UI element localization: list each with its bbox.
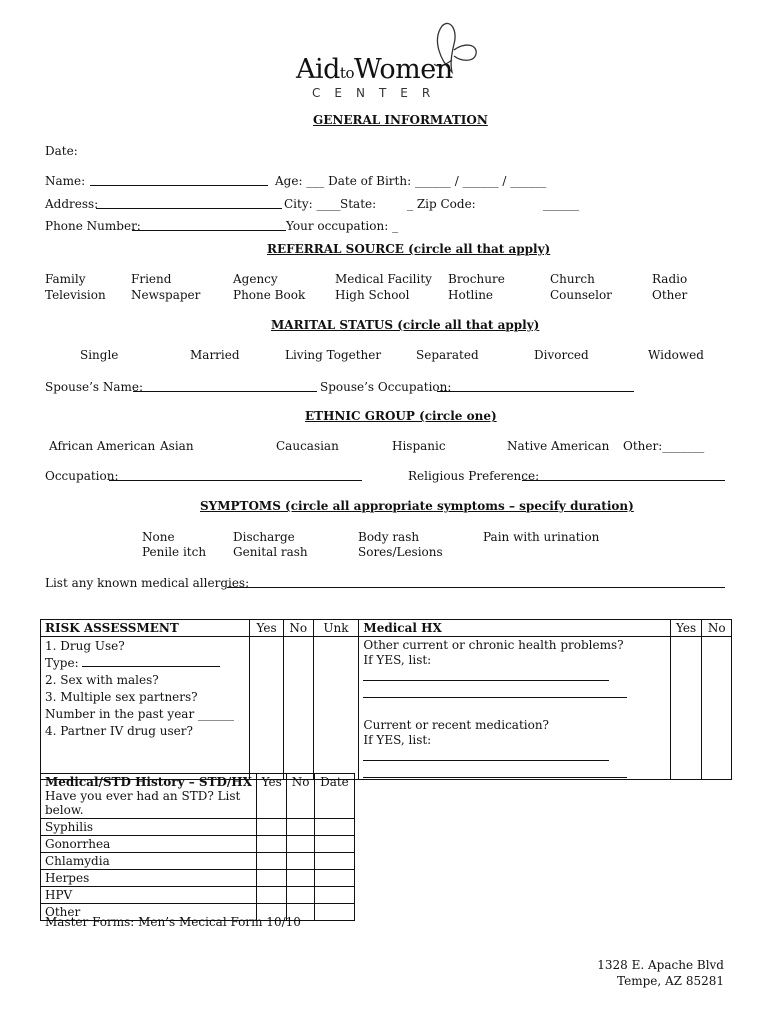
referral-option[interactable]: Church bbox=[550, 272, 595, 286]
referral-option[interactable]: Brochure bbox=[448, 272, 505, 286]
occupation2-label: Occupation: bbox=[45, 469, 119, 483]
std-date-cell[interactable] bbox=[314, 870, 354, 887]
referral-option[interactable]: Counselor bbox=[550, 288, 612, 302]
risk-q2: 2. Sex with males? bbox=[45, 673, 159, 687]
date-label: Date: bbox=[45, 144, 78, 158]
logo-text-center: CENTER bbox=[312, 86, 445, 100]
medhx-q1-line[interactable] bbox=[363, 672, 609, 681]
ethnic-option[interactable]: Other:_______ bbox=[623, 439, 705, 453]
referral-option[interactable]: Agency bbox=[233, 272, 278, 286]
occupation-label: Your occupation: _ bbox=[286, 219, 399, 233]
risk-no-header: No bbox=[283, 620, 313, 637]
general-info-heading: GENERAL INFORMATION bbox=[313, 113, 488, 127]
std-date-cell[interactable] bbox=[314, 853, 354, 870]
std-yes-cell[interactable] bbox=[256, 819, 286, 836]
std-no-cell[interactable] bbox=[287, 853, 314, 870]
medhx-q2-line[interactable] bbox=[363, 752, 609, 761]
risk-header: RISK ASSESSMENT bbox=[41, 620, 250, 637]
risk-no-cell[interactable] bbox=[283, 637, 313, 780]
std-date-cell[interactable] bbox=[314, 819, 354, 836]
risk-type-field[interactable] bbox=[82, 655, 220, 667]
symptom-option[interactable]: None bbox=[142, 530, 175, 544]
std-date-cell[interactable] bbox=[314, 904, 354, 921]
phone-field[interactable] bbox=[132, 230, 286, 231]
ethnic-heading: ETHNIC GROUP (circle one) bbox=[305, 409, 497, 423]
referral-option[interactable]: Other bbox=[652, 288, 688, 302]
referral-option[interactable]: Hotline bbox=[448, 288, 494, 302]
occupation2-field[interactable] bbox=[109, 480, 362, 481]
footer-address-line1: 1328 E. Apache Blvd bbox=[597, 958, 724, 972]
std-yes-cell[interactable] bbox=[256, 853, 286, 870]
risk-medhx-table bbox=[40, 619, 732, 780]
marital-option[interactable]: Separated bbox=[416, 348, 479, 362]
std-item: Herpes bbox=[41, 870, 257, 887]
medhx-yes-header: Yes bbox=[670, 620, 702, 637]
phone-label: Phone Number: bbox=[45, 219, 141, 233]
logo-text-to: to bbox=[339, 64, 354, 82]
symptom-option[interactable]: Discharge bbox=[233, 530, 295, 544]
std-item: Other bbox=[41, 904, 257, 921]
marital-option[interactable]: Divorced bbox=[534, 348, 589, 362]
zip-label: _ Zip Code: bbox=[407, 197, 476, 211]
spouse-occupation-field[interactable] bbox=[437, 391, 634, 392]
marital-option[interactable]: Widowed bbox=[648, 348, 704, 362]
std-item: Gonorrhea bbox=[41, 836, 257, 853]
ethnic-option[interactable]: African American bbox=[49, 439, 156, 453]
risk-partners[interactable]: Number in the past year ______ bbox=[45, 707, 235, 721]
state-label: State: bbox=[340, 197, 377, 211]
risk-unk-header: Unk bbox=[313, 620, 359, 637]
medhx-yes-cell[interactable] bbox=[670, 637, 702, 780]
std-no-cell[interactable] bbox=[287, 819, 314, 836]
age-label: Age: ___ bbox=[275, 174, 325, 188]
logo-text-aid: Aid bbox=[296, 54, 340, 85]
referral-option[interactable]: Medical Facility bbox=[335, 272, 432, 286]
std-no-cell[interactable] bbox=[287, 870, 314, 887]
religious-label: Religious Preference: bbox=[408, 469, 540, 483]
risk-q1: 1. Drug Use? bbox=[45, 639, 125, 653]
symptom-option[interactable]: Body rash bbox=[358, 530, 420, 544]
referral-option[interactable]: Family bbox=[45, 272, 86, 286]
std-no-header: No bbox=[287, 774, 314, 819]
medhx-q1: Other current or chronic health problems? bbox=[363, 638, 624, 652]
risk-yes-header: Yes bbox=[250, 620, 284, 637]
std-header-cell bbox=[41, 774, 257, 819]
referral-heading: REFERRAL SOURCE (circle all that apply) bbox=[267, 242, 551, 256]
std-date-cell[interactable] bbox=[314, 836, 354, 853]
medhx-questions bbox=[359, 637, 670, 780]
symptom-option[interactable]: Penile itch bbox=[142, 545, 207, 559]
risk-type-row bbox=[45, 655, 245, 672]
std-question-line1: Have you ever had an STD? List bbox=[45, 789, 241, 803]
address-label: Address: bbox=[45, 197, 99, 211]
std-no-cell[interactable] bbox=[287, 836, 314, 853]
risk-yes-cell[interactable] bbox=[250, 637, 284, 780]
master-forms-note: Master Forms: Men’s Mecical Form 10/10 bbox=[45, 915, 301, 929]
medhx-no-header: No bbox=[702, 620, 732, 637]
spouse-name-label: Spouse’s Name: bbox=[45, 380, 144, 394]
medhx-q2: Current or recent medication? bbox=[363, 718, 549, 732]
referral-option[interactable]: Newspaper bbox=[131, 288, 201, 302]
ethnic-option[interactable]: Asian bbox=[160, 439, 194, 453]
ethnic-option[interactable]: Caucasian bbox=[276, 439, 339, 453]
marital-option[interactable]: Living Together bbox=[285, 348, 382, 362]
logo-text-women: Women bbox=[353, 54, 453, 85]
address-field[interactable] bbox=[96, 208, 282, 209]
dob-label: Date of Birth: ______ / ______ / ______ bbox=[328, 174, 547, 188]
std-item: HPV bbox=[41, 887, 257, 904]
footer-address-line2: Tempe, AZ 85281 bbox=[617, 974, 724, 988]
std-date-header: Date bbox=[314, 774, 354, 819]
name-field[interactable] bbox=[90, 185, 268, 186]
std-item: Syphilis bbox=[41, 819, 257, 836]
symptom-option[interactable]: Pain with urination bbox=[483, 530, 600, 544]
marital-heading: MARITAL STATUS (circle all that apply) bbox=[271, 318, 540, 332]
risk-type-label: Type: bbox=[45, 656, 83, 670]
symptoms-heading: SYMPTOMS (circle all appropriate symptoms – specify duration) bbox=[200, 499, 634, 513]
ethnic-option[interactable]: Hispanic bbox=[392, 439, 446, 453]
zip-blank[interactable]: ______ bbox=[543, 197, 579, 211]
risk-q3: 3. Multiple sex partners? bbox=[45, 690, 198, 704]
std-yes-cell[interactable] bbox=[256, 836, 286, 853]
std-table bbox=[40, 773, 355, 921]
marital-option[interactable]: Single bbox=[80, 348, 119, 362]
std-header: Medical/STD History – STD/HX bbox=[45, 775, 252, 789]
medhx-q2-list: If YES, list: bbox=[363, 733, 432, 747]
referral-option[interactable]: Phone Book bbox=[233, 288, 306, 302]
std-yes-cell[interactable] bbox=[256, 887, 286, 904]
religious-field[interactable] bbox=[522, 480, 725, 481]
std-yes-header: Yes bbox=[256, 774, 286, 819]
medhx-q2-line[interactable] bbox=[363, 769, 627, 778]
referral-option[interactable]: Radio bbox=[652, 272, 688, 286]
ethnic-option[interactable]: Native American bbox=[507, 439, 610, 453]
referral-option[interactable]: Friend bbox=[131, 272, 172, 286]
symptom-option[interactable]: Genital rash bbox=[233, 545, 308, 559]
allergies-field[interactable] bbox=[227, 587, 725, 588]
logo bbox=[296, 26, 496, 106]
referral-option[interactable]: Television bbox=[45, 288, 106, 302]
city-label: City: ____ bbox=[284, 197, 341, 211]
std-yes-cell[interactable] bbox=[256, 870, 286, 887]
medhx-q1-line[interactable] bbox=[363, 689, 627, 698]
referral-option[interactable]: High School bbox=[335, 288, 410, 302]
std-question-line2: below. bbox=[45, 803, 84, 817]
std-no-cell[interactable] bbox=[287, 887, 314, 904]
spouse-occupation-label: Spouse’s Occupation: bbox=[320, 380, 452, 394]
medhx-header: Medical HX bbox=[359, 620, 670, 637]
medhx-q1-list: If YES, list: bbox=[363, 653, 432, 667]
std-date-cell[interactable] bbox=[314, 887, 354, 904]
risk-questions bbox=[41, 637, 250, 780]
risk-unk-cell[interactable] bbox=[313, 637, 359, 780]
risk-q4: 4. Partner IV drug user? bbox=[45, 724, 193, 738]
allergies-label: List any known medical allergies: bbox=[45, 576, 250, 590]
name-label: Name: bbox=[45, 174, 86, 188]
spouse-name-field[interactable] bbox=[133, 391, 317, 392]
age-dob-label bbox=[275, 174, 546, 188]
medhx-no-cell[interactable] bbox=[702, 637, 732, 780]
std-item: Chlamydia bbox=[41, 853, 257, 870]
symptom-option[interactable]: Sores/Lesions bbox=[358, 545, 443, 559]
marital-option[interactable]: Married bbox=[190, 348, 240, 362]
